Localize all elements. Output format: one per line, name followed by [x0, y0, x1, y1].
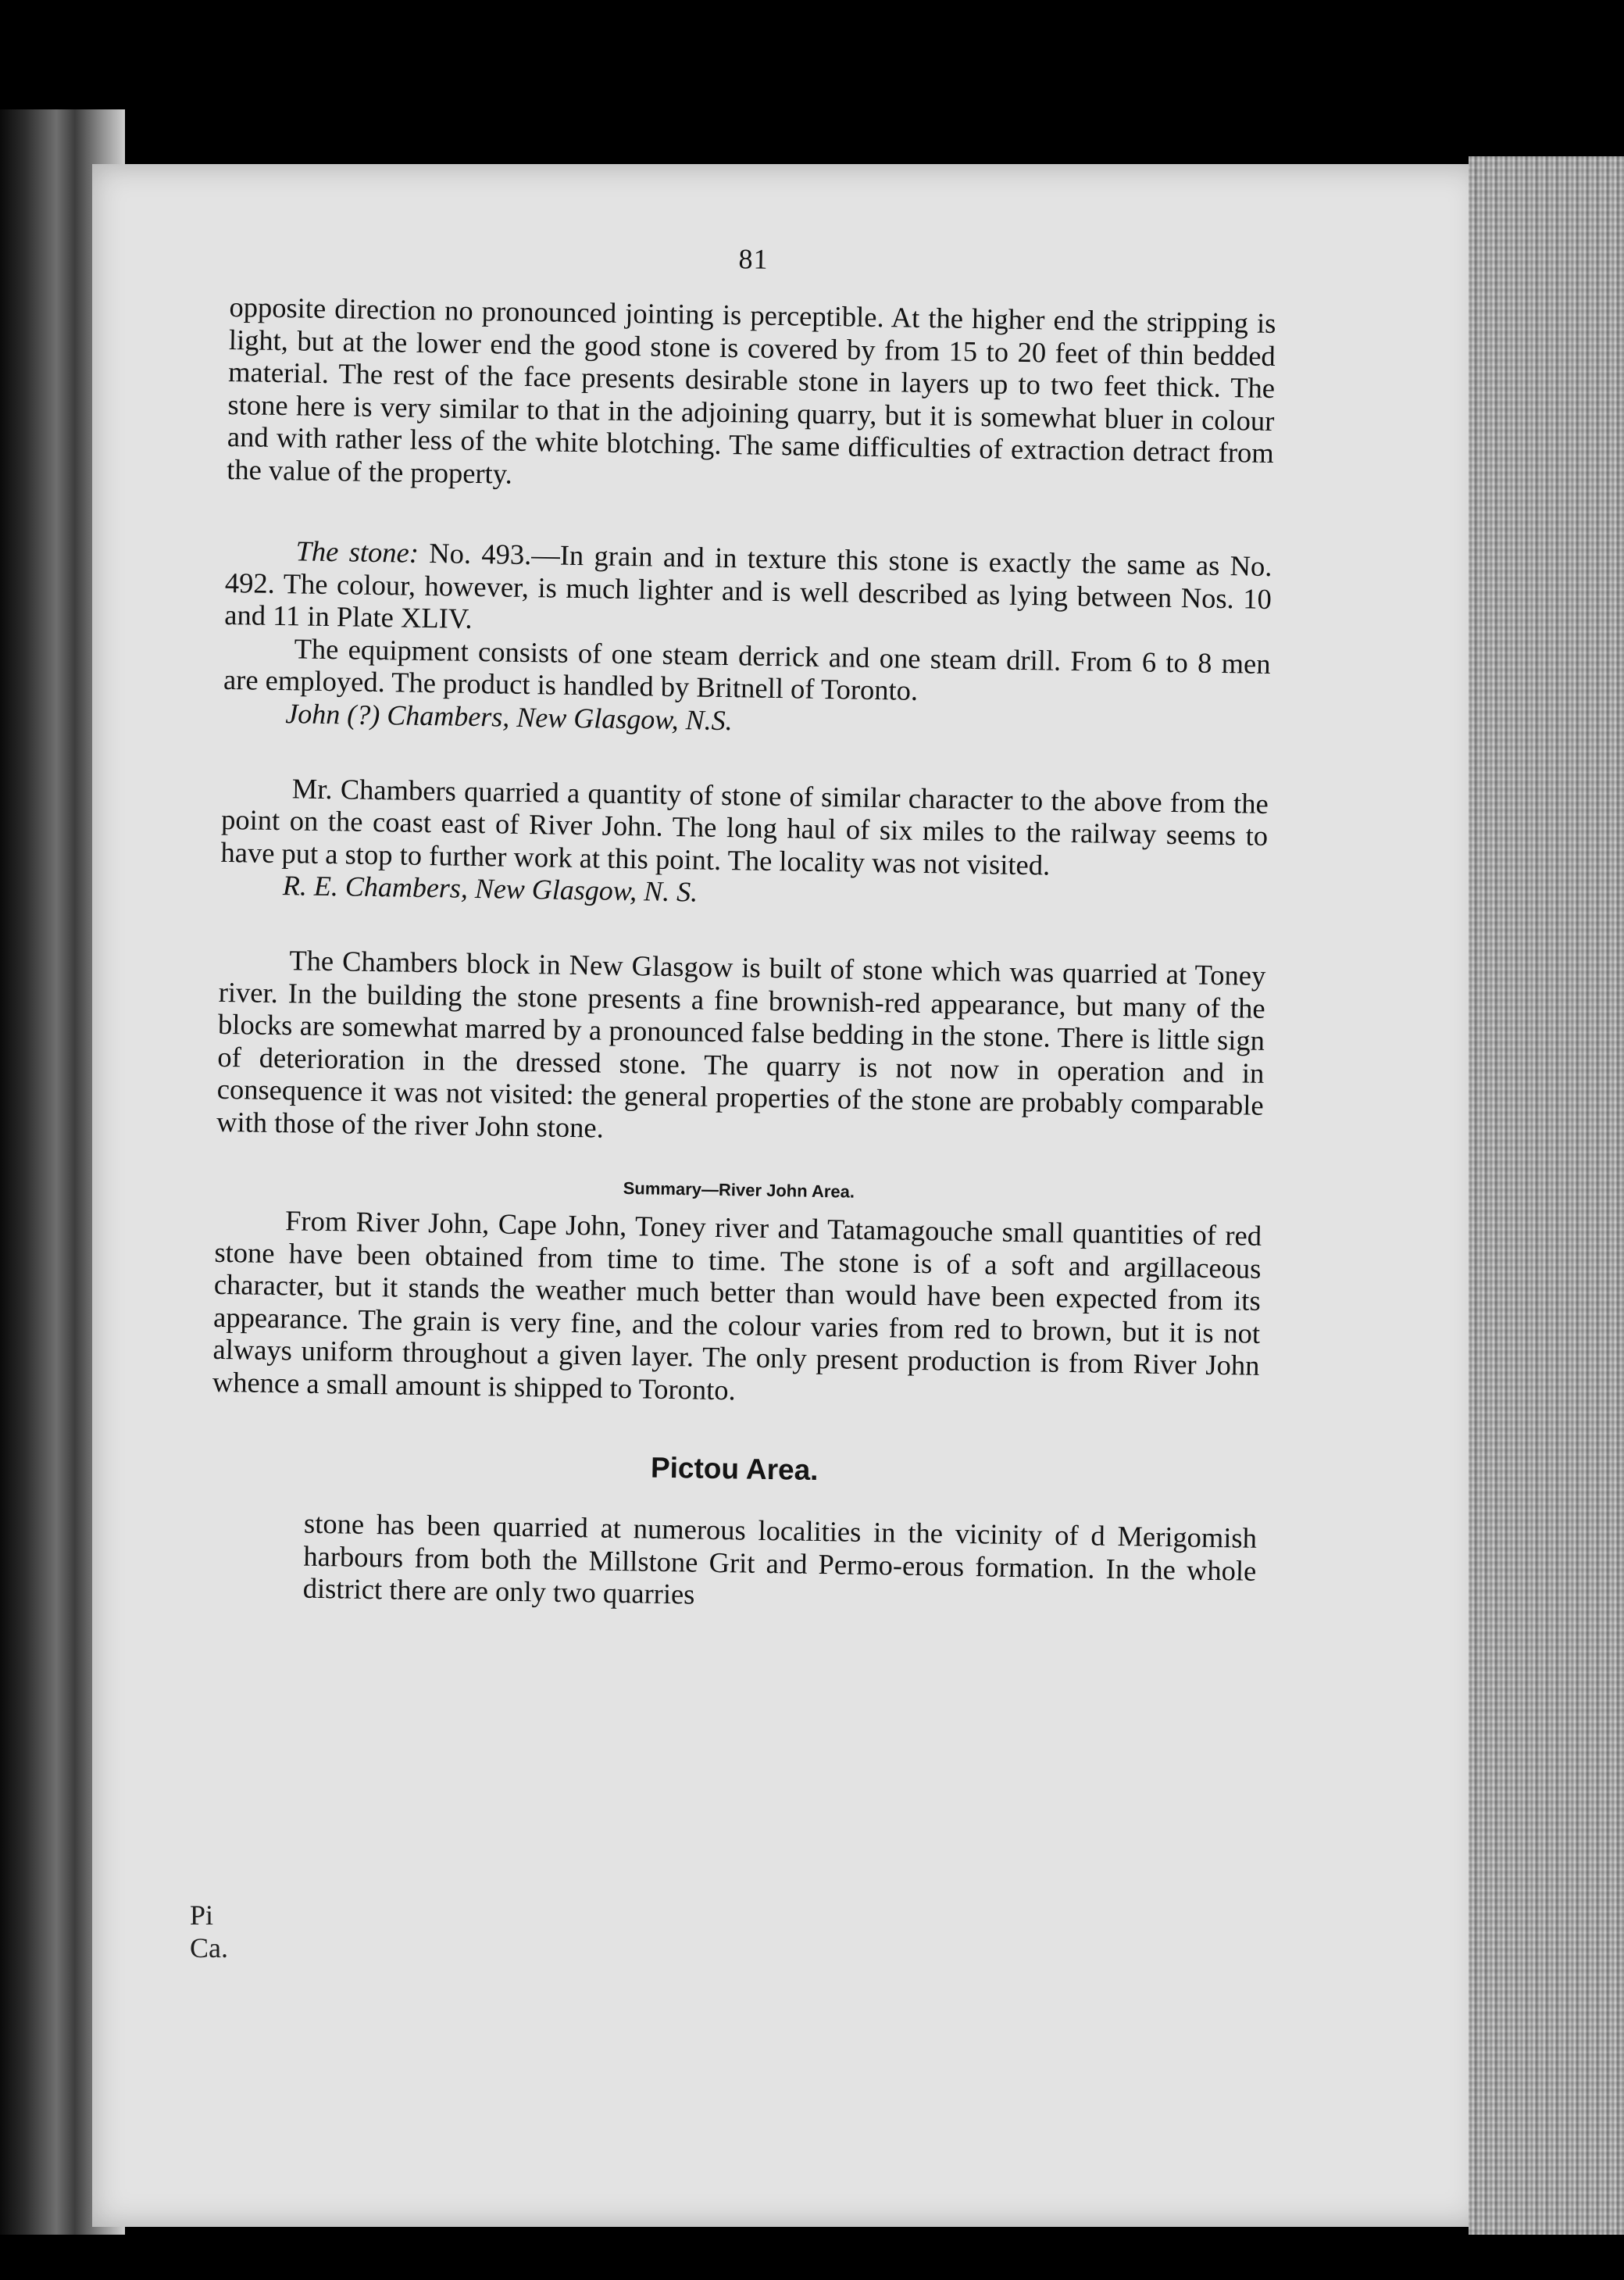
summary-heading: Summary—River John Area. [623, 1178, 855, 1202]
paragraph-summary: From River John, Cape John, Toney river and Tatamagouche small quantities of red stone have been obtained from time to time. The stone is of a soft and argillaceous character, but it stands the weather much better than would have been expected from its appearance. The grain is very fine, and the colour varies from red to brown, but it is not always uniform throughout a given layer. The only present production is from River John whence a small amount is shipped to Toronto. [212, 1204, 1262, 1406]
paragraph-re-chambers: The Chambers block in New Glasgow is built of stone which was quarried at Toney river. In the building the stone presents a fine brownish-red appearance, but many of the blocks are somewhat marred by a pronounced false bedding in the stone. There is little sign of deterioration in the dressed stone. The quarry is not now in operation and in consequence it was not visited: the general properties of the stone are probably comparable with those of the river John stone. [216, 944, 1266, 1144]
margin-note [190, 1899, 228, 1964]
heading-john-chambers: John (?) Chambers, New Glasgow, N.S. [285, 697, 733, 736]
paragraph-stone-no-493 [224, 534, 1272, 648]
stone-label: The stone: [295, 534, 419, 569]
heading-re-chambers: R. E. Chambers, New Glasgow, N. S. [282, 870, 698, 908]
paragraph-quarry-description: opposite direction no pronounced jointing is perceptible. At the higher end the stripping is light, but at the lower end the good stone is covered by from 15 to 20 feet of thin bedded material. The rest of the face presents desirable stone in layers up to two feet thick. The stone here is very similar to that in the adjoining quarry, but it is somewhat bluer in colour and with rather less of the white blotching. The same difficulties of extraction detract from the value of the property. [226, 290, 1276, 490]
paragraph-pictou: stone has been quarried at numerous localities in the vicinity of d Merigomish harbours from both the Millstone Grit and Permo-erous formation. In the whole district there are only two quarries [302, 1506, 1258, 1610]
page-text [209, 234, 1276, 1619]
page-number: 81 [738, 243, 769, 275]
margin-note-line-2: Ca. [190, 1932, 228, 1964]
pictou-area-heading: Pictou Area. [650, 1451, 819, 1487]
paragraph-equipment: The equipment consists of one steam derrick and one steam drill. From 6 to 8 men are employed. The product is handled by Britnell of Toronto. [223, 631, 1271, 706]
paragraph-john-chambers: Mr. Chambers quarried a quantity of stone of similar character to the above from the point on the coast east of River John. The long haul of six miles to the railway seems to have put a stop to further work at this point. The locality was not visited. [220, 771, 1269, 881]
stone-text: No. 493.—In grain and in texture this stone is exactly the same as No. 492. The colour, however, is much lighter and is well described as lying between Nos. 10 and 11 in Plate XLIV. [224, 536, 1272, 634]
page-stack-shading [1469, 156, 1624, 2235]
margin-note-line-1: Pi [190, 1899, 214, 1931]
